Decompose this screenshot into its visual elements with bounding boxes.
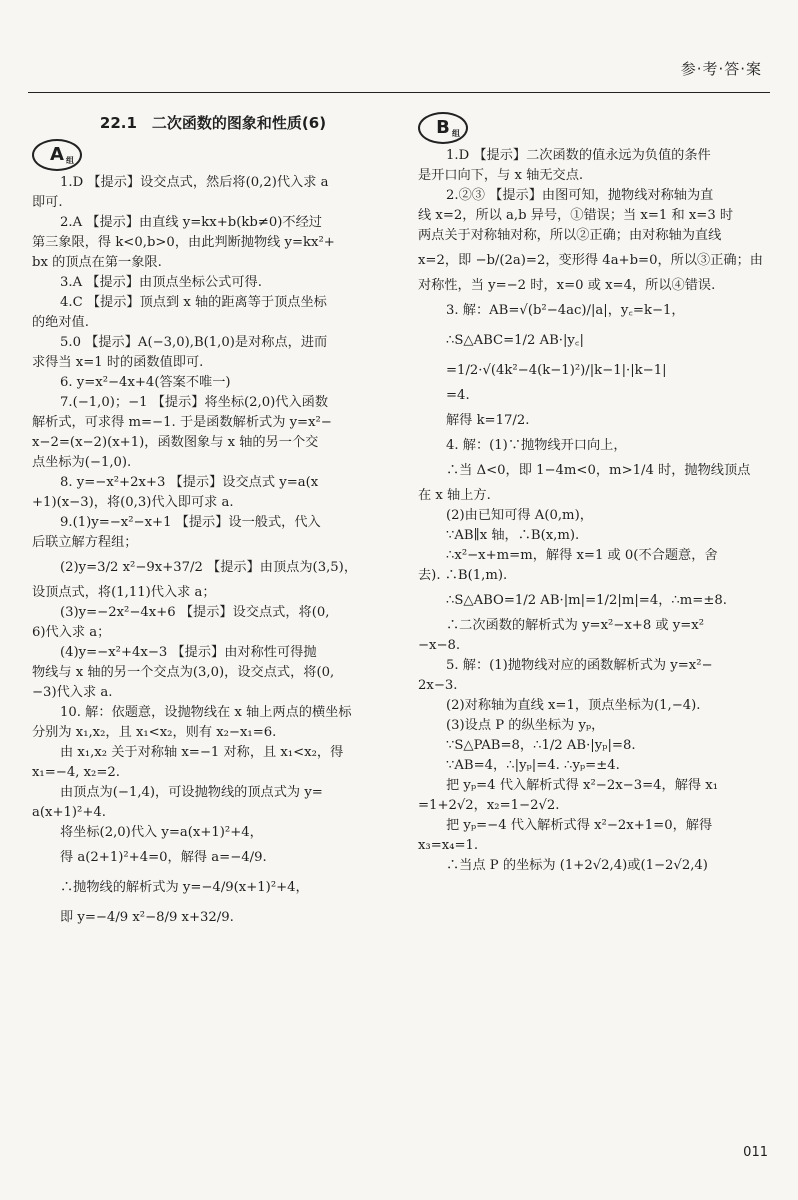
- answer-line: 4.C 【提示】顶点到 x 轴的距离等于顶点坐标: [60, 295, 327, 310]
- answer-line: =1/2·√(4k²−4(k−1)²)/|k−1|·|k−1|: [446, 363, 667, 378]
- answer-line: (2)y=3/2 x²−9x+37/2 【提示】由顶点为(3,5)，: [60, 560, 358, 575]
- page-header: 参·考·答·案: [680, 60, 762, 78]
- answer-line: ∴S△ABO=1/2 AB·|m|=1/2|m|=4，∴m=±8.: [446, 593, 727, 608]
- answer-line: 解析式，可求得 m=−1. 于是函数解析式为 y=x²−: [32, 415, 332, 430]
- answer-line: ∵AB=4，∴|yₚ|=4. ∴yₚ=±4.: [446, 758, 620, 773]
- answer-line: 6)代入求 a；: [32, 625, 111, 640]
- answer-line: (3)y=−2x²−4x+6 【提示】设交点式，将(0,: [60, 605, 330, 620]
- answer-line: +1)(x−3)，将(0,3)代入即可求 a.: [32, 495, 234, 510]
- answer-line: 把 yₚ=4 代入解析式得 x²−2x−3=4，解得 x₁: [446, 778, 719, 793]
- answer-line: x₃=x₄=1.: [418, 838, 479, 853]
- answer-line: a(x+1)²+4.: [32, 805, 106, 820]
- right-answer-lines: [418, 146, 768, 876]
- answer-line: =4.: [446, 388, 470, 403]
- group-b-badge: [418, 112, 468, 144]
- answer-line: 在 x 轴上方.: [418, 488, 491, 503]
- answer-line: x−2=(x−2)(x+1)，函数图象与 x 轴的另一个交: [32, 435, 319, 450]
- answer-line: 是开口向下，与 x 轴无交点.: [418, 168, 584, 183]
- answer-line: 3. 解：AB=√(b²−4ac)/|a|，y꜀=k−1，: [446, 303, 685, 318]
- answer-line: 8. y=−x²+2x+3 【提示】设交点式 y=a(x: [60, 475, 319, 490]
- answer-line: =1+2√2，x₂=1−2√2.: [418, 798, 560, 813]
- answer-line: 设顶点式，将(1,11)代入求 a；: [32, 585, 216, 600]
- answer-line: ∵S△PAB=8，∴1/2 AB·|yₚ|=8.: [446, 738, 636, 753]
- answer-line: 2.②③ 【提示】由图可知，抛物线对称轴为直: [446, 188, 714, 203]
- answer-line: ∴抛物线的解析式为 y=−4/9(x+1)²+4，: [60, 880, 309, 895]
- answer-line: (2)由已知可得 A(0,m)，: [446, 508, 593, 523]
- right-column: [418, 112, 768, 876]
- left-answer-lines: [32, 173, 394, 933]
- header-rule: [28, 92, 770, 93]
- answer-line: ∴二次函数的解析式为 y=x²−x+8 或 y=x²: [446, 618, 705, 633]
- answer-line: 两点关于对称轴对称，所以②正确；由对称轴为直线: [418, 228, 722, 243]
- answer-line: 后联立解方程组；: [32, 535, 138, 550]
- answer-line: 5.0 【提示】A(−3,0),B(1,0)是对称点，进而: [60, 335, 328, 350]
- answer-line: 2x−3.: [418, 678, 458, 693]
- answer-line: ∴当 Δ<0，即 1−4m<0，m>1/4 时，抛物线顶点: [446, 463, 751, 478]
- answer-line: 1.D 【提示】设交点式，然后将(0,2)代入求 a: [60, 175, 329, 190]
- answer-line: 10. 解：依题意，设抛物线在 x 轴上两点的横坐标: [60, 705, 352, 720]
- answer-line: ∴S△ABC=1/2 AB·|y꜀|: [446, 333, 584, 348]
- answer-line: x₁=−4, x₂=2.: [32, 765, 120, 780]
- answer-line: bx 的顶点在第一象限.: [32, 255, 162, 270]
- answer-line: 9.(1)y=−x²−x+1 【提示】设一般式，代入: [60, 515, 321, 530]
- answer-line: −x−8.: [418, 638, 461, 653]
- answer-line: 点坐标为(−1,0).: [32, 455, 132, 470]
- answer-line: 5. 解：(1)抛物线对应的函数解析式为 y=x²−: [446, 658, 713, 673]
- answer-line: 由顶点为(−1,4)，可设抛物线的顶点式为 y=: [60, 785, 323, 800]
- answer-line: 将坐标(2,0)代入 y=a(x+1)²+4，: [60, 825, 263, 840]
- answer-line: (4)y=−x²+4x−3 【提示】由对称性可得抛: [60, 645, 317, 660]
- answer-line: −3)代入求 a.: [32, 685, 113, 700]
- answer-line: 即可.: [32, 195, 63, 210]
- answer-line: ∴当点 P 的坐标为 (1+2√2,4)或(1−2√2,4): [446, 858, 708, 873]
- answer-line: 把 yₚ=−4 代入解析式得 x²−2x+1=0，解得: [446, 818, 713, 833]
- answer-line: ∵AB∥x 轴，∴B(x,m).: [446, 528, 580, 543]
- answer-line: 1.D 【提示】二次函数的值永远为负值的条件: [446, 148, 711, 163]
- answer-line: 即 y=−4/9 x²−8/9 x+32/9.: [60, 910, 234, 925]
- answer-line: 由 x₁,x₂ 关于对称轴 x=−1 对称，且 x₁<x₂，得: [60, 745, 344, 760]
- answer-line: 第三象限，得 k<0,b>0，由此判断抛物线 y=kx²+: [32, 235, 335, 250]
- answer-line: 去). ∴B(1,m).: [418, 568, 508, 583]
- left-column: [32, 112, 394, 933]
- answer-line: 分别为 x₁,x₂，且 x₁<x₂，则有 x₂−x₁=6.: [32, 725, 277, 740]
- group-b-sub: 组: [452, 129, 460, 138]
- answer-line: 2.A 【提示】由直线 y=kx+b(kb≠0)不经过: [60, 215, 322, 230]
- answer-line: 的绝对值.: [32, 315, 89, 330]
- answer-line: (2)对称轴为直线 x=1，顶点坐标为(1,−4).: [446, 698, 701, 713]
- group-a-letter: A: [50, 144, 64, 165]
- group-a-sub: 组: [66, 156, 74, 165]
- answer-line: 得 a(2+1)²+4=0，解得 a=−4/9.: [60, 850, 267, 865]
- answer-line: 对称性，当 y=−2 时，x=0 或 x=4，所以④错误.: [418, 278, 716, 293]
- answer-line: ∴x²−x+m=m，解得 x=1 或 0(不合题意，舍: [446, 548, 718, 563]
- answer-line: 线 x=2，所以 a,b 异号，①错误；当 x=1 和 x=3 时: [418, 208, 734, 223]
- answer-line: 6. y=x²−4x+4(答案不唯一): [60, 375, 231, 390]
- answer-line: 4. 解：(1)∵抛物线开口向上，: [446, 438, 627, 453]
- answer-line: x=2，即 −b/(2a)=2，变形得 4a+b=0，所以③正确；由: [418, 253, 763, 268]
- group-a-badge: [32, 139, 82, 171]
- answer-line: 3.A 【提示】由顶点坐标公式可得.: [60, 275, 262, 290]
- answer-line: 物线与 x 轴的另一个交点为(3,0)，设交点式，将(0,: [32, 665, 335, 680]
- answer-line: 7.(−1,0)；−1 【提示】将坐标(2,0)代入函数: [60, 395, 329, 410]
- answer-line: (3)设点 P 的纵坐标为 yₚ，: [446, 718, 605, 733]
- answer-line: 解得 k=17/2.: [446, 413, 530, 428]
- page-number: 011: [743, 1145, 768, 1160]
- group-b-letter: B: [436, 117, 450, 138]
- section-title: 22.1 二次函数的图象和性质(6): [99, 114, 327, 132]
- answer-line: 求得当 x=1 时的函数值即可.: [32, 355, 204, 370]
